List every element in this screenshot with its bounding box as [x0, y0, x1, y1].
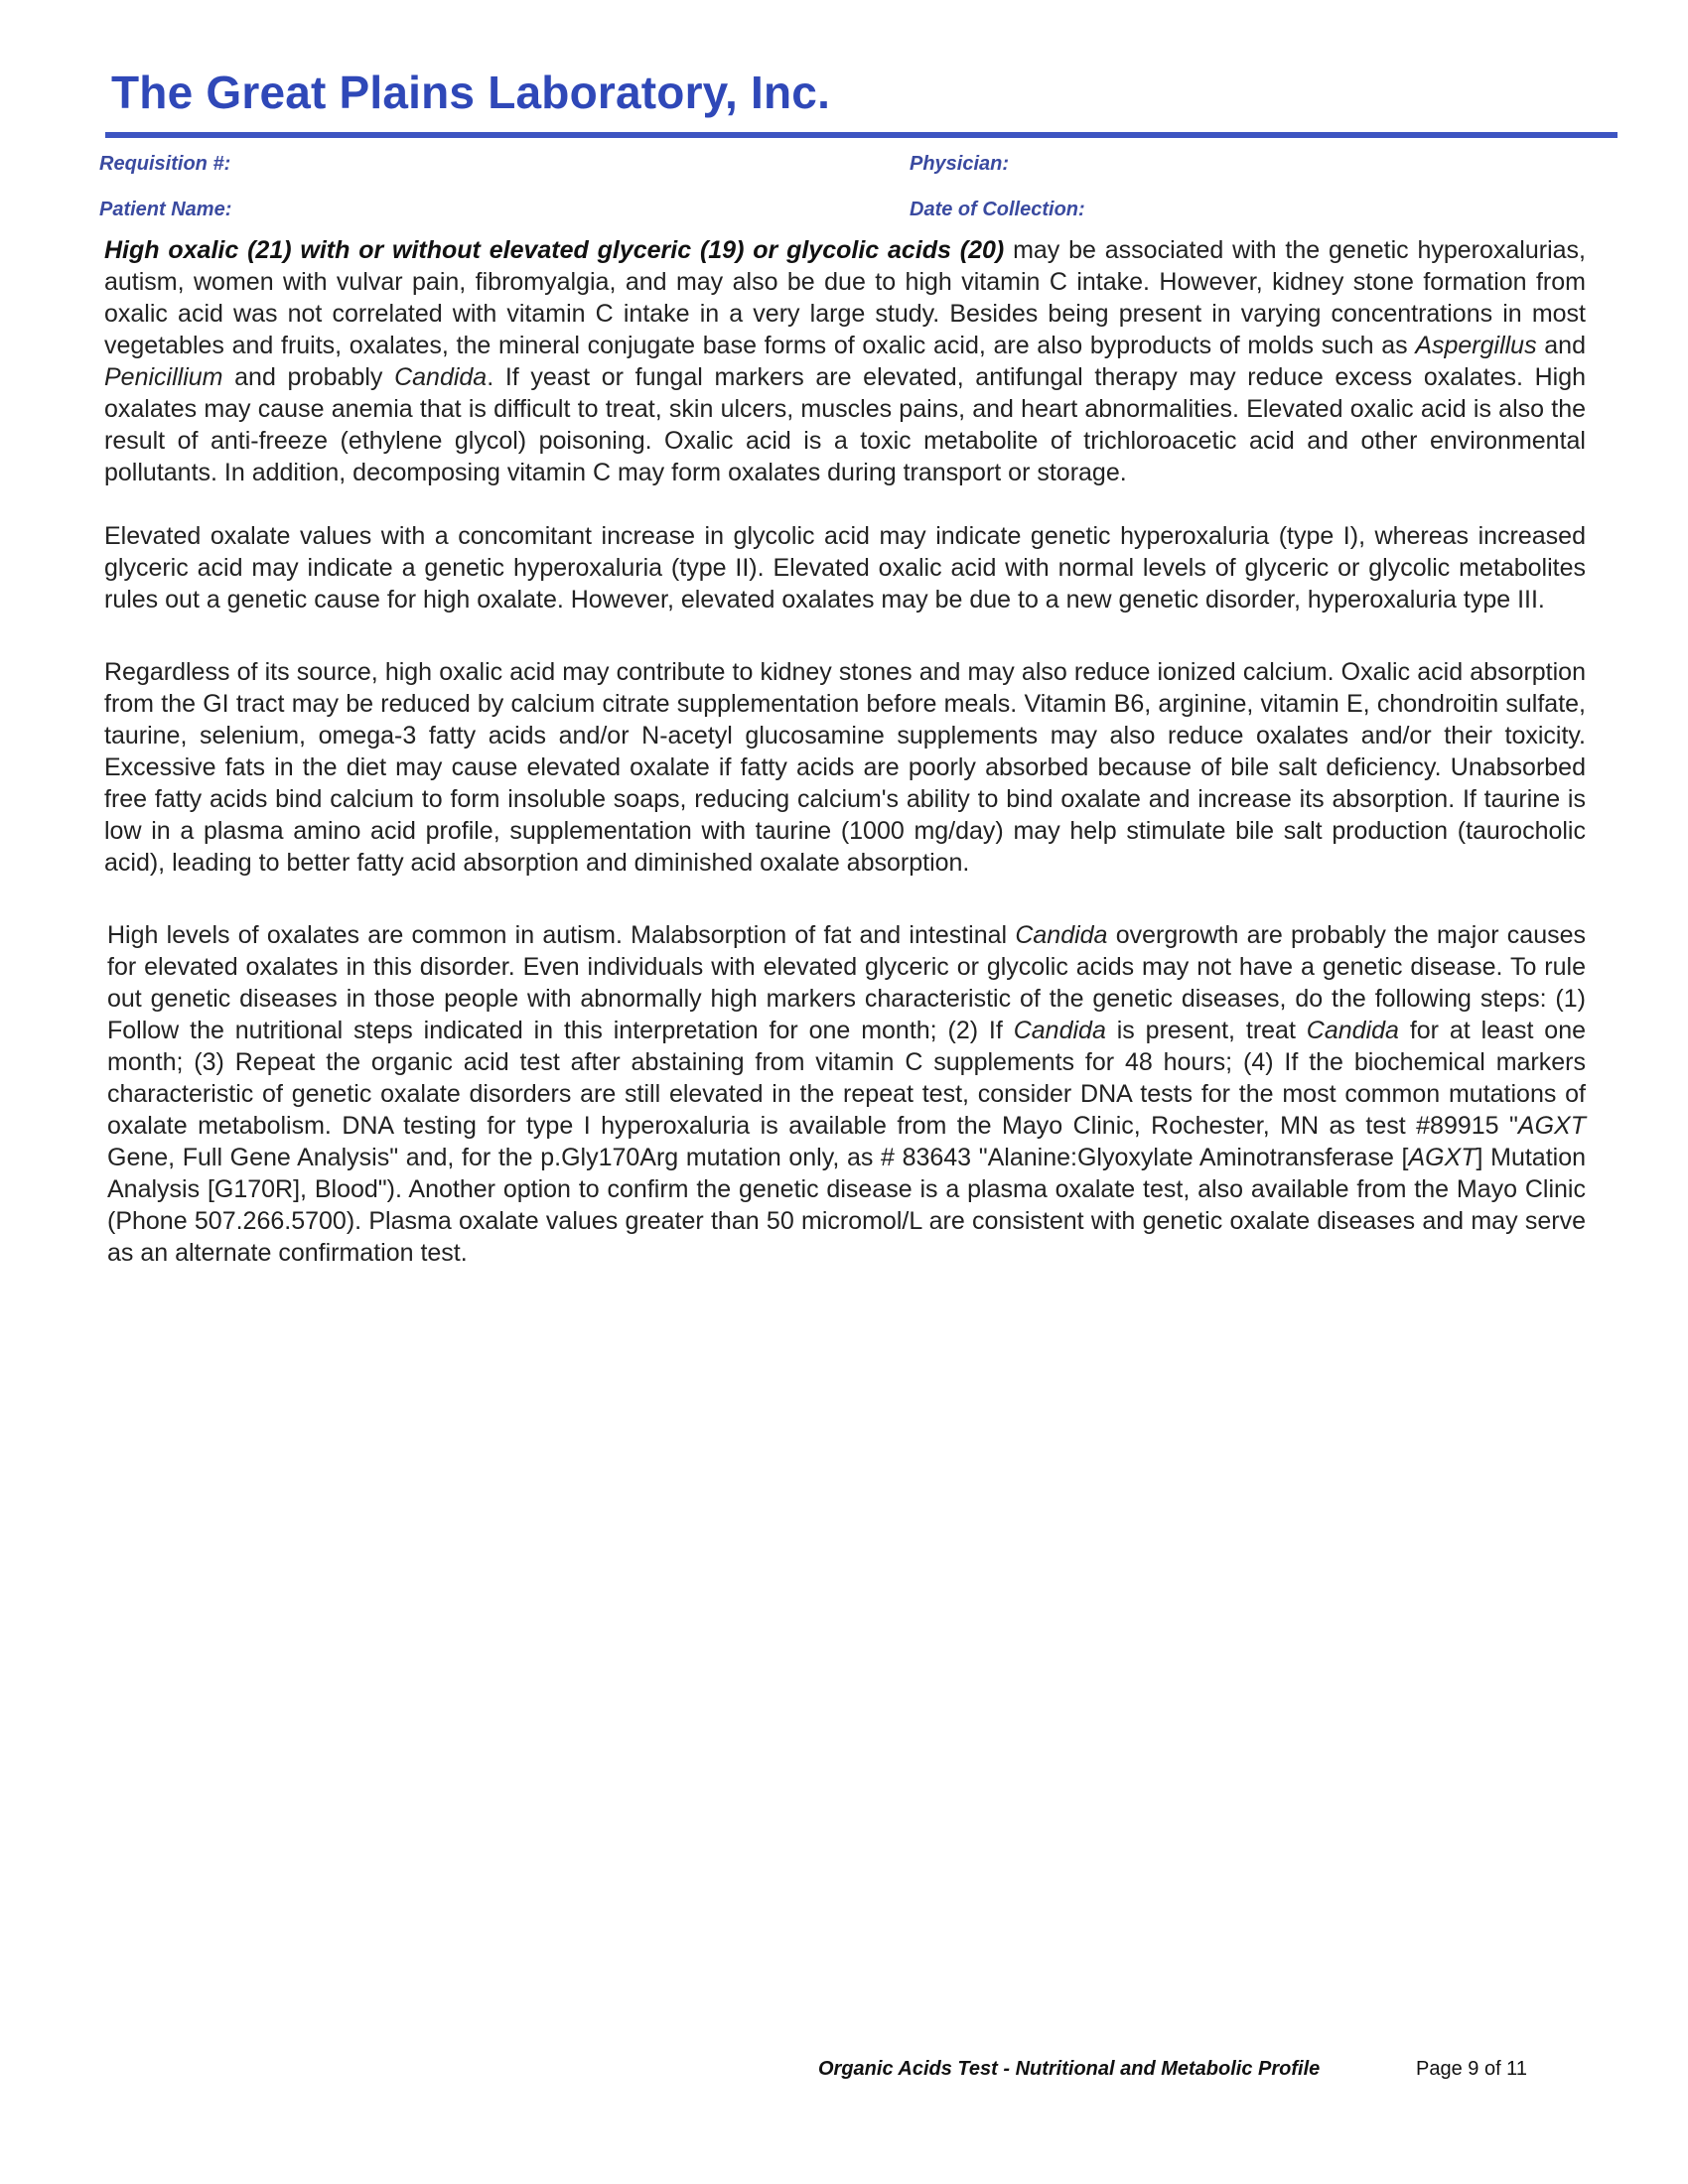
text-run: overgrowth are probably the major causes for elevated oxalates in this disorder. Even individuals with elevated glyceric or glycolic acids may not have a genetic disease. To rule out genetic diseases in those people with abnormally high markers characteristic of the genetic diseases, do the following steps: (1) Follow the nutritional steps indicated in this interpretation for one month; (2) If	[107, 921, 1586, 1044]
italic-term: Candida	[1013, 1017, 1106, 1044]
footer-document-title: Organic Acids Test - Nutritional and Metabolic Profile	[818, 2058, 1321, 2080]
paragraph-absorption: Regardless of its source, high oxalic acid may contribute to kidney stones and may also reduce ionized calcium. Oxalic acid absorption from the GI tract may be reduced by calcium citrate supplementation before meals. Vitamin B6, arginine, vitamin E, chondroitin sulfate, taurine, selenium, omega-3 fatty acids and/or N-acetyl glucosamine supplements may also reduce oxalates and/or their toxicity. Excessive fats in the diet may cause elevated oxalate if fatty acids are poorly absorbed because of bile salt deficiency. Unabsorbed free fatty acids bind calcium to form insoluble soaps, reducing calcium's ability to bind oxalate and increase its absorption. If taurine is low in a plasma amino acid profile, supplementation with taurine (1000 mg/day) may help stimulate bile salt production (taurocholic acid), leading to better fatty acid absorption and diminished oxalate absorption.	[104, 658, 1586, 877]
text-run: . If yeast or fungal markers are elevated, antifungal therapy may reduce excess oxalates. High oxalates may cause anemia that is difficult to treat, skin ulcers, muscles pains, and heart abnormalities. Elevated oxalic acid is also the result of anti-freeze (ethylene glycol) poisoning. Oxalic acid is a toxic metabolite of trichloroacetic acid and other environmental pollutants. In addition, decomposing vitamin C may form oxalates during transport or storage.	[104, 363, 1586, 486]
italic-term: Candida	[1015, 921, 1108, 949]
interpretation-body	[104, 234, 1586, 1269]
lab-title: The Great Plains Laboratory, Inc.	[111, 67, 831, 118]
text-run: may be associated with the genetic hyperoxalurias, autism, women with vulvar pain, fibromyalgia, and may also be due to high vitamin C intake. However, kidney stone formation from oxalic acid was not correlated with vitamin C intake in a very large study. Besides being present in varying concentrations in most vegetables and fruits, oxalates, the mineral conjugate base forms of oxalic acid, are also byproducts of molds such as	[104, 236, 1586, 359]
text-run: ] Mutation Analysis [G170R], Blood"). Another option to confirm the genetic disease is a plasma oxalate test, also available from the Mayo Clinic (Phone 507.266.5700). Plasma oxalate values greater than 50 micromol/L are consistent with genetic oxalate diseases and may serve as an alternate confirmation test.	[107, 1144, 1587, 1267]
title-rule	[105, 132, 1618, 138]
requisition-label: Requisition #:	[99, 153, 231, 175]
text-run: for at least one month; (3) Repeat the organic acid test after abstaining from vitamin C supplements for 48 hours; (4) If the biochemical markers characteristic of genetic oxalate disorders are still elevated in the repeat test, consider DNA tests for the most common mutations of oxalate metabolism. DNA testing for type I hyperoxaluria is available from the Mayo Clinic, Rochester, MN as test #89915 "	[107, 1017, 1587, 1140]
paragraph-autism-testing	[104, 919, 1586, 1269]
paragraph-hyperoxaluria-types: Elevated oxalate values with a concomitant increase in glycolic acid may indicate genetic hyperoxaluria (type I), whereas increased glyceric acid may indicate a genetic hyperoxaluria (type II). Elevated oxalic acid with normal levels of glyceric or glycolic metabolites rules out a genetic cause for high oxalate. However, elevated oxalates may be due to a new genetic disorder, hyperoxaluria type III.	[104, 522, 1586, 614]
italic-term: Candida	[394, 363, 488, 391]
paragraph-oxalic-overview	[104, 234, 1586, 488]
footer-page-number: Page 9 of 11	[1416, 2058, 1527, 2080]
text-run: and	[1536, 332, 1586, 359]
italic-term: Aspergillus	[1415, 332, 1537, 359]
date-of-collection-label: Date of Collection:	[910, 199, 1085, 220]
paragraph-lead: High oxalic (21) with or without elevated glyceric (19) or glycolic acids (20)	[104, 236, 1005, 264]
italic-term: Candida	[1306, 1017, 1399, 1044]
text-run: High levels of oxalates are common in autism. Malabsorption of fat and intestinal	[107, 921, 1016, 949]
patient-name-label: Patient Name:	[99, 199, 232, 220]
text-run: is present, treat	[1105, 1017, 1307, 1044]
italic-term: AGXT	[1408, 1144, 1477, 1171]
physician-label: Physician:	[910, 153, 1010, 175]
italic-term: AGXT	[1517, 1112, 1586, 1140]
text-run: and probably	[222, 363, 395, 391]
italic-term: Penicillium	[104, 363, 223, 391]
text-run: Gene, Full Gene Analysis" and, for the p.Gly170Arg mutation only, as # 83643 "Alanine:Glyoxylate Aminotransferase [	[107, 1144, 1409, 1171]
